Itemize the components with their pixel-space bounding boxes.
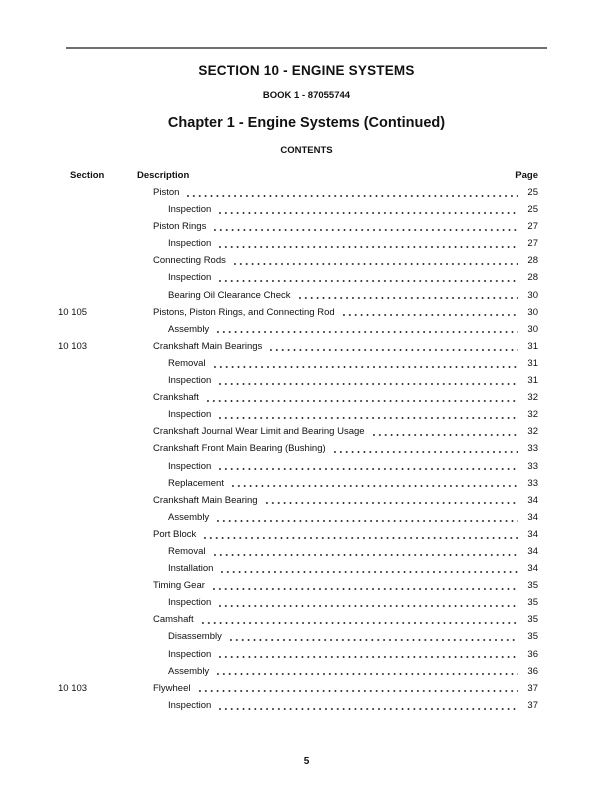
toc-page-number: 32 [527,392,538,404]
dot-leader [330,440,518,457]
toc-row [0,492,538,509]
toc-row [0,543,538,560]
dot-leader [230,252,518,269]
toc-page-number: 32 [527,426,538,438]
toc-row [0,372,538,389]
toc-page-number: 34 [527,528,538,540]
toc-page-number: 31 [527,340,538,352]
dot-leader [209,577,518,594]
contents-list [0,184,538,714]
toc-section-number: 10 105 [58,306,88,318]
toc-description: Inspection [168,597,212,609]
toc-description: Crankshaft [153,392,199,404]
toc-description: Crankshaft Main Bearings [153,340,263,352]
toc-description: Inspection [168,204,212,216]
section-title: SECTION 10 - ENGINE SYSTEMS [198,63,415,78]
toc-row [0,680,538,697]
dot-leader [215,458,518,475]
contents-heading: CONTENTS [280,145,333,156]
toc-section-number: 10 103 [58,682,88,694]
column-header-page: Page [515,170,538,181]
toc-row [0,611,538,628]
dot-leader [195,680,519,697]
toc-row [0,697,538,714]
toc-description: Assembly [168,511,210,523]
contents-column-headers [0,170,612,183]
book-number: BOOK 1 - 87055744 [262,90,351,101]
toc-description: Inspection [168,699,212,711]
toc-description: Inspection [168,272,212,284]
dot-leader [213,663,518,680]
toc-row [0,526,538,543]
toc-page-number: 34 [527,511,538,523]
toc-description: Bearing Oil Clearance Check [168,289,291,301]
dot-leader [215,201,518,218]
dot-leader [210,355,519,372]
toc-page-number: 28 [527,255,538,267]
toc-row [0,184,538,201]
toc-row [0,304,538,321]
toc-page-number: 36 [527,665,538,677]
toc-description: Piston [153,187,180,198]
dot-leader [198,611,518,628]
toc-page-number: 27 [527,238,538,250]
toc-row [0,269,538,286]
dot-leader [215,594,518,611]
column-header-section: Section [70,170,105,181]
toc-row [0,440,538,457]
dot-leader [266,338,518,355]
toc-row [0,338,538,355]
toc-page-number: 34 [527,494,538,506]
toc-section-number: 10 103 [58,340,88,352]
toc-page-number: 25 [527,187,538,198]
dot-leader [215,406,518,423]
toc-description: Flywheel [153,682,191,694]
toc-description: Removal [168,357,206,369]
header-rule [66,47,547,49]
toc-row [0,218,538,235]
toc-page-number: 37 [527,682,538,694]
toc-description: Crankshaft Main Bearing [153,494,258,506]
toc-page-number: 35 [527,631,538,643]
toc-description: Crankshaft Front Main Bearing (Bushing) [153,443,326,455]
toc-description: Inspection [168,238,212,250]
toc-description: Connecting Rods [153,255,226,267]
toc-page-number: 35 [527,580,538,592]
toc-description: Timing Gear [153,580,205,592]
toc-description: Pistons, Piston Rings, and Connecting Rod [153,306,335,318]
toc-description: Inspection [168,460,212,472]
dot-leader [215,269,518,286]
toc-row [0,663,538,680]
toc-page-number: 28 [527,272,538,284]
toc-row [0,287,538,304]
toc-description: Replacement [168,477,224,489]
toc-page-number: 31 [527,357,538,369]
toc-row [0,406,538,423]
toc-page-number: 34 [527,545,538,557]
toc-page-number: 25 [527,204,538,216]
toc-page-number: 30 [527,323,538,335]
dot-leader [295,287,518,304]
toc-description: Inspection [168,409,212,421]
column-header-description: Description [137,170,190,181]
toc-description: Camshaft [153,614,194,626]
toc-row [0,594,538,611]
dot-leader [369,423,518,440]
dot-leader [210,218,518,235]
toc-page-number: 30 [527,306,538,318]
toc-page-number: 34 [527,563,538,575]
toc-description: Removal [168,545,206,557]
toc-row [0,235,538,252]
dot-leader [215,697,518,714]
dot-leader [203,389,518,406]
dot-leader [183,184,518,201]
toc-description: Assembly [168,323,210,335]
toc-page-number: 35 [527,597,538,609]
toc-page-number: 30 [527,289,538,301]
dot-leader [215,235,518,252]
toc-page-number: 27 [527,221,538,233]
toc-description: Inspection [168,375,212,387]
toc-description: Inspection [168,648,212,660]
toc-row [0,646,538,663]
toc-row [0,355,538,372]
toc-page-number: 37 [527,699,538,711]
toc-description: Assembly [168,665,210,677]
toc-page-number: 31 [527,375,538,387]
toc-description: Crankshaft Journal Wear Limit and Bearing Usage [153,426,365,438]
toc-row [0,560,538,577]
toc-page-number: 33 [527,443,538,455]
toc-row [0,577,538,594]
toc-row [0,389,538,406]
dot-leader [210,543,519,560]
toc-page-number: 32 [527,409,538,421]
dot-leader [215,646,518,663]
toc-page-number: 33 [527,460,538,472]
toc-row [0,423,538,440]
dot-leader [262,492,518,509]
dot-leader [228,475,518,492]
dot-leader [213,321,518,338]
dot-leader [217,560,518,577]
dot-leader [339,304,518,321]
dot-leader [226,628,518,645]
toc-page-number: 35 [527,614,538,626]
toc-row [0,458,538,475]
toc-description: Port Block [153,528,197,540]
toc-row [0,628,538,645]
toc-page-number: 33 [527,477,538,489]
toc-row [0,509,538,526]
dot-leader [213,509,518,526]
toc-description: Disassembly [168,631,222,643]
toc-description: Piston Rings [153,221,207,233]
toc-row [0,252,538,269]
dot-leader [215,372,518,389]
toc-row [0,475,538,492]
toc-page-number: 36 [527,648,538,660]
chapter-title: Chapter 1 - Engine Systems (Continued) [167,115,446,131]
toc-row [0,201,538,218]
toc-description: Installation [168,563,214,575]
page-number: 5 [303,756,310,767]
toc-row [0,321,538,338]
dot-leader [200,526,518,543]
